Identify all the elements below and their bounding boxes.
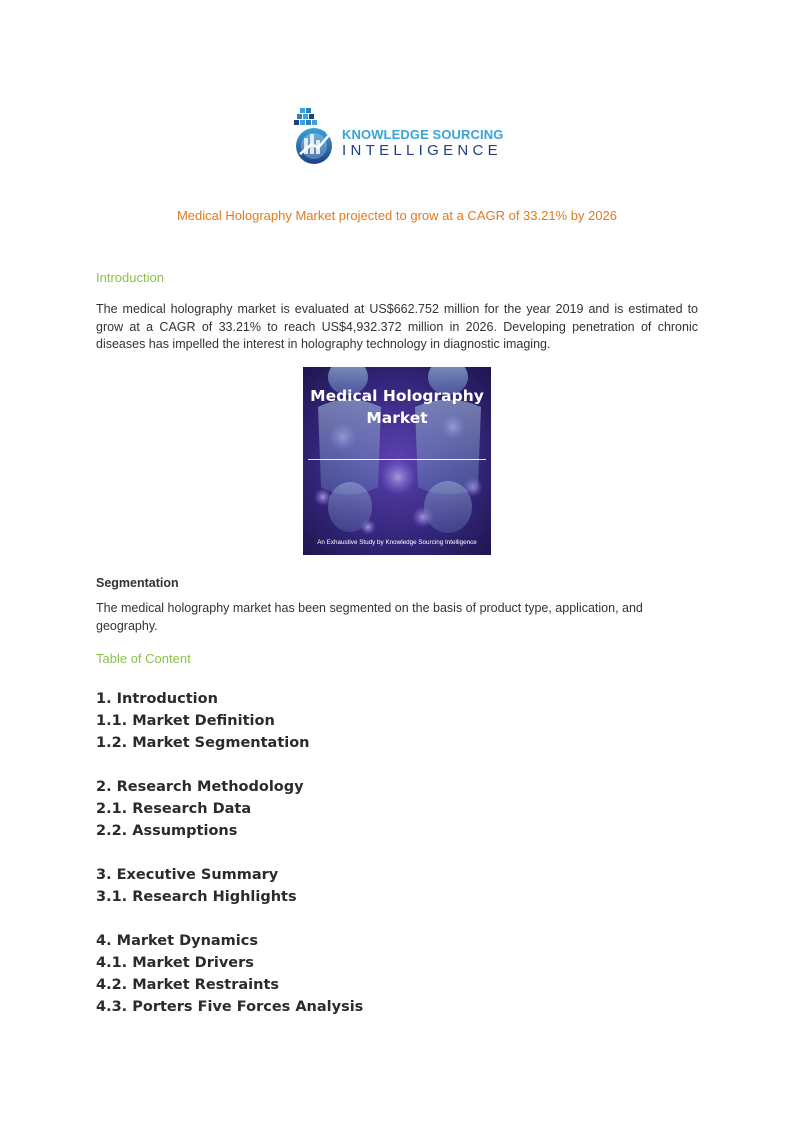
document-title: Medical Holography Market projected to grow at a CAGR of 33.21% by 2026 <box>176 208 618 223</box>
toc-item: 3.1. Research Highlights <box>96 889 297 905</box>
cover-subtitle: An Exhaustive Study by Knowledge Sourcing Intelligence <box>317 539 477 546</box>
cover-title-line1: Medical Holography <box>310 387 484 405</box>
toc-item: 1.1. Market Definition <box>96 713 275 729</box>
introduction-heading: Introduction <box>96 270 164 285</box>
toc-item: 3. Executive Summary <box>96 867 279 883</box>
toc-item: 1. Introduction <box>96 691 218 707</box>
logo-text-line1: KNOWLEDGE SOURCING <box>342 127 504 142</box>
toc-item: 2. Research Methodology <box>96 779 304 795</box>
company-logo <box>290 104 510 166</box>
toc-spacer <box>96 908 363 930</box>
segmentation-heading: Segmentation <box>96 576 179 590</box>
toc-item: 2.1. Research Data <box>96 801 252 817</box>
introduction-paragraph: The medical holography market is evaluated at US$662.752 million for the year 2019 and is estimated to grow at a CAGR of 33.21% to reach US$4,932.372 million in 2026. Developing penetration of chronic diseases has impelled the interest in holography technology in diagnostic imaging. <box>96 302 698 351</box>
cover-divider <box>308 459 486 460</box>
cover-title-line2: Market <box>366 409 428 427</box>
logo-text-line2: INTELLIGENCE <box>342 142 502 159</box>
toc-heading: Table of Content <box>96 651 191 666</box>
logo-mark-icon <box>290 104 340 166</box>
toc-spacer <box>96 842 363 864</box>
toc-item: 4.2. Market Restraints <box>96 977 280 993</box>
toc-item: 2.2. Assumptions <box>96 823 238 839</box>
cover-title <box>303 385 491 429</box>
toc-item: 4. Market Dynamics <box>96 933 258 949</box>
segmentation-paragraph: The medical holography market has been segmented on the basis of product type, application, and geography. <box>96 601 643 633</box>
toc-spacer <box>96 754 363 776</box>
toc-item: 4.1. Market Drivers <box>96 955 254 971</box>
table-of-contents <box>96 688 363 1018</box>
toc-item: 4.3. Porters Five Forces Analysis <box>96 999 364 1015</box>
toc-item: 1.2. Market Segmentation <box>96 735 310 751</box>
cover-image <box>303 367 491 555</box>
